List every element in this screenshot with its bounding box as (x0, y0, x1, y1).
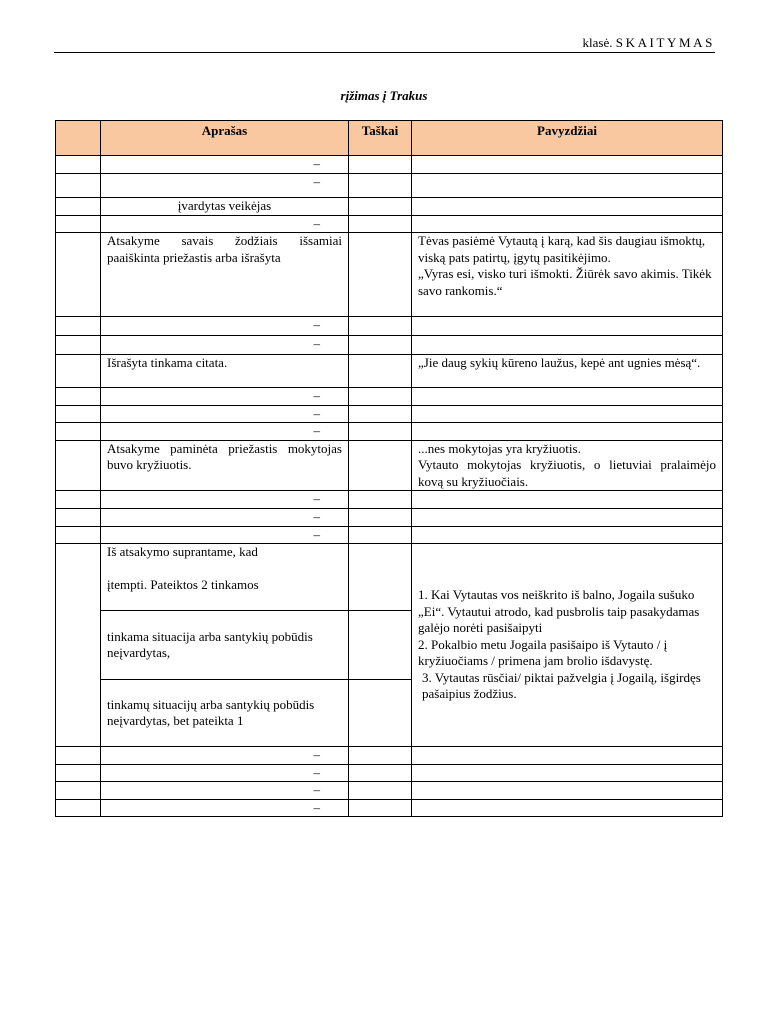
table-row (56, 526, 723, 544)
example-text: 3. Vytautas rūsčiai/ piktai pažvelgia į Jogailą, išgirdęs pašaipius žodžius. (422, 669, 701, 702)
table-row (56, 156, 723, 174)
example-cell (412, 544, 723, 747)
description-cell: Atsakyme savais žodžiais išsamiai paaiškinta priežastis arba išrašyta (101, 233, 349, 317)
header-empty (56, 121, 101, 156)
dash-cell: – (101, 156, 349, 174)
header-taskai: Taškai (349, 121, 412, 156)
dash-cell: – (101, 215, 349, 233)
example-text: ...nes mokytojas yra kryžiuotis. (418, 440, 581, 456)
page-header (54, 36, 715, 53)
table-row (56, 198, 723, 216)
table-row (56, 233, 723, 317)
table-row (56, 440, 723, 491)
dash-cell: – (101, 388, 349, 406)
table-row (56, 405, 723, 423)
dash-cell: – (101, 764, 349, 782)
page-title: rįžimas į Trakus (340, 88, 428, 103)
table-row (56, 423, 723, 441)
description-line: įtempti. Pateiktos 2 tinkamos (107, 576, 259, 592)
dash-cell: – (101, 423, 349, 441)
description-cell: Išrašyta tinkama citata. (101, 355, 349, 388)
dash-cell: – (101, 509, 349, 527)
table-row (56, 215, 723, 233)
dash-cell: – (101, 491, 349, 509)
table-row (56, 174, 723, 198)
description-cell (101, 544, 349, 611)
dash-cell: – (101, 336, 349, 355)
table-row (56, 317, 723, 336)
example-text: Tėvas pasiėmė Vytautą į karą, kad šis daugiau išmoktų, viską pats patirtų, įgytų pasitikėjimo. (418, 233, 706, 265)
subject-label: SKAITYMAS (615, 35, 715, 50)
table-row (56, 764, 723, 782)
dash-cell: – (101, 747, 349, 765)
table-row (56, 544, 723, 611)
table-row (56, 799, 723, 817)
table-row (56, 491, 723, 509)
dash-cell: – (101, 782, 349, 800)
header-pavyzdziai: Pavyzdžiai (412, 121, 723, 156)
dash-cell: – (101, 799, 349, 817)
dash-cell: – (101, 317, 349, 336)
example-text: 1. Kai Vytautas vos neiškrito iš balno, Jogaila sušuko „Ei“. Vytautui atrodo, kad pusbrolis taip pasakydamas galėjo norėti pasišaipyti (418, 587, 700, 636)
description-cell: tinkamų situacijų arba santykių pobūdis neįvardytas, bet pateikta 1 (101, 680, 349, 747)
example-cell (412, 233, 723, 317)
dash-cell: – (101, 405, 349, 423)
description-line: Iš atsakymo suprantame, kad (107, 544, 258, 559)
description-cell: Atsakyme paminėta priežastis mokytojas buvo kryžiuotis. (101, 440, 349, 491)
example-text: Vytauto mokytojas kryžiuotis, o lietuviai pralaimėjo kovą su kryžiuočiais. (418, 457, 716, 489)
table-row (56, 782, 723, 800)
table-row (56, 336, 723, 355)
dash-cell: – (101, 174, 349, 198)
table-row (56, 355, 723, 388)
table-header-row (56, 121, 723, 156)
class-label: klasė. (582, 35, 613, 50)
dash-cell: – (101, 526, 349, 544)
header-aprasas: Aprašas (101, 121, 349, 156)
example-cell (412, 440, 723, 491)
description-cell: įvardytas veikėjas (101, 198, 349, 216)
grading-table (55, 120, 723, 817)
example-text: „Vyras esi, visko turi išmokti. Žiūrėk savo akimis. Tikėk savo rankomis.“ (418, 266, 712, 298)
example-text: 2. Pokalbio metu Jogaila pasišaipo iš Vytauto / į (418, 636, 668, 652)
table-row (56, 509, 723, 527)
example-cell: „Jie daug sykių kūreno laužus, kepė ant ugnies mėsą“. (412, 355, 723, 388)
table-row (56, 747, 723, 765)
example-text: kryžiuočiams / primena jam brolio išdavystę. (418, 653, 653, 669)
table-row (56, 388, 723, 406)
description-cell: tinkama situacija arba santykių pobūdis neįvardytas, (101, 611, 349, 680)
